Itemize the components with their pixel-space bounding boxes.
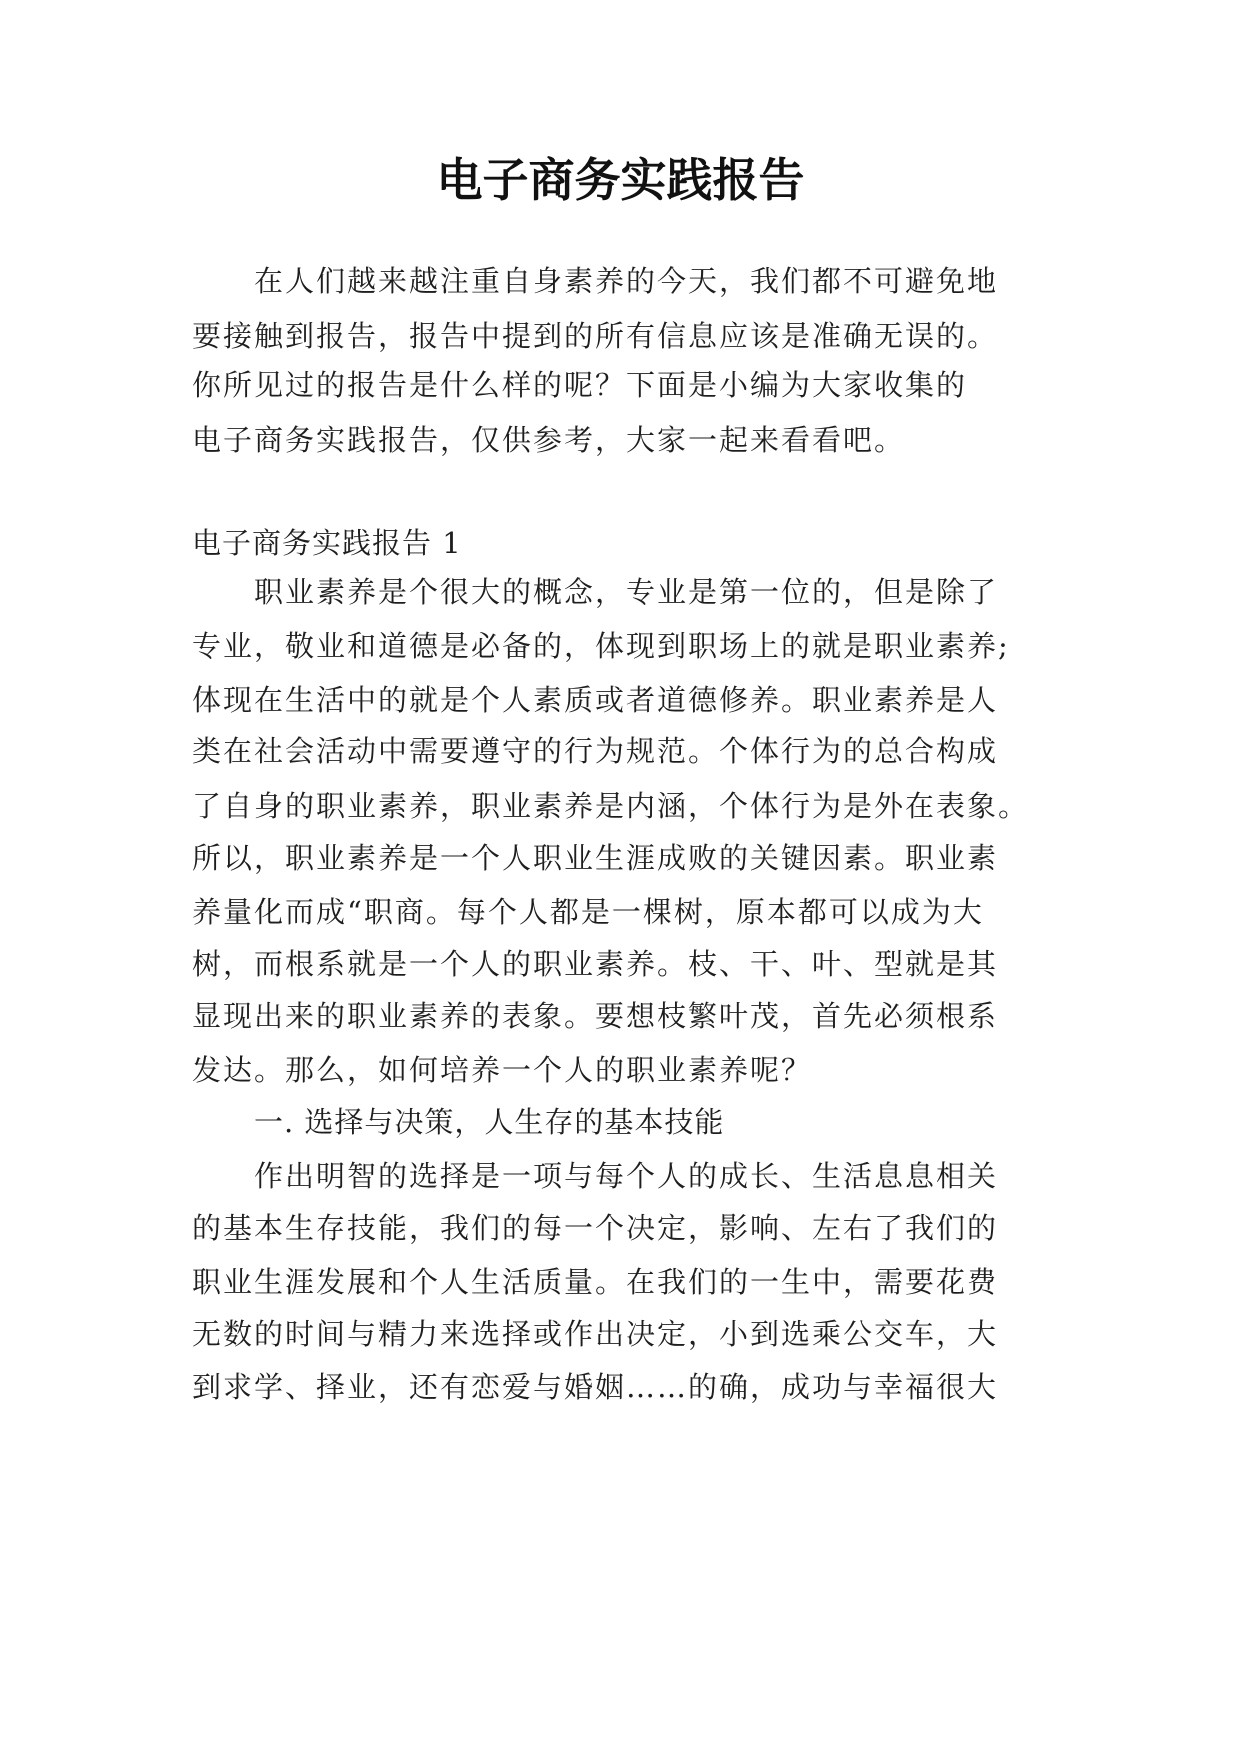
paragraph-line: 专业，敬业和道德是必备的，体现到职场上的就是职业素养;	[192, 629, 1010, 663]
section-heading: 电子商务实践报告 1	[192, 526, 462, 560]
paragraph-line: 养量化而成“职商。每个人都是一棵树，原本都可以成为大	[192, 895, 984, 929]
paragraph-line: 职业素养是个很大的概念，专业是第一位的，但是除了	[254, 575, 999, 609]
intro-line: 你所见过的报告是什么样的呢？下面是小编为大家收集的	[192, 368, 968, 402]
subheading: 一. 选择与决策，人生存的基本技能	[254, 1105, 725, 1139]
paragraph-line: 无数的时间与精力来选择或作出决定，小到选乘公交车，大	[192, 1317, 999, 1351]
paragraph-line: 的基本生存技能，我们的每一个决定，影响、左右了我们的	[192, 1211, 999, 1245]
paragraph-line: 所以，职业素养是一个人职业生涯成败的关键因素。职业素	[192, 841, 999, 875]
paragraph-line: 职业生涯发展和个人生活质量。在我们的一生中，需要花费	[192, 1265, 999, 1299]
intro-line: 电子商务实践报告，仅供参考，大家一起来看看吧。	[192, 423, 906, 457]
paragraph-line: 发达。那么，如何培养一个人的职业素养呢？	[192, 1053, 813, 1087]
paragraph-line: 类在社会活动中需要遵守的行为规范。个体行为的总合构成	[192, 734, 999, 768]
paragraph-line: 体现在生活中的就是个人素质或者道德修养。职业素养是人	[192, 683, 999, 717]
document-title: 电子商务实践报告	[436, 153, 805, 207]
intro-line: 在人们越来越注重自身素养的今天，我们都不可避免地	[254, 264, 999, 298]
paragraph-line: 显现出来的职业素养的表象。要想枝繁叶茂，首先必须根系	[192, 999, 999, 1033]
paragraph-line: 树，而根系就是一个人的职业素养。枝、干、叶、型就是其	[192, 947, 999, 981]
paragraph-line: 到求学、择业，还有恋爱与婚姻……的确，成功与幸福很大	[192, 1370, 999, 1404]
paragraph-line: 了自身的职业素养，职业素养是内涵，个体行为是外在表象。	[192, 789, 1030, 823]
intro-line: 要接触到报告，报告中提到的所有信息应该是准确无误的。	[192, 319, 999, 353]
paragraph-line: 作出明智的选择是一项与每个人的成长、生活息息相关	[254, 1159, 999, 1193]
